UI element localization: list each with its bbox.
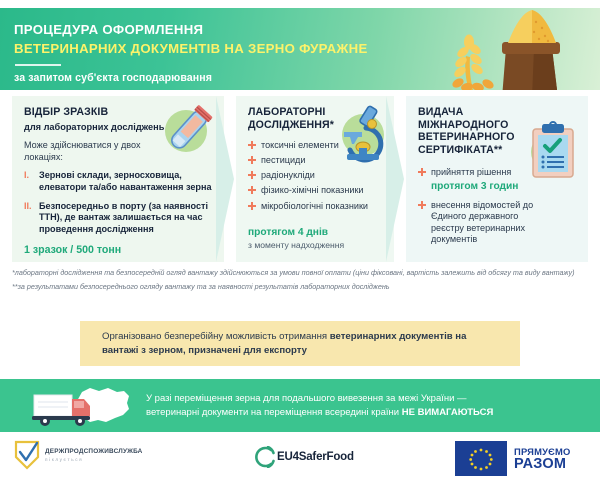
notice-text	[146, 392, 493, 420]
list-item	[248, 155, 384, 167]
list-item-text: радіонукліди	[261, 170, 315, 181]
logo-name: ДЕРЖПРОДСПОЖИВСЛУЖБА	[45, 448, 143, 456]
list-item	[24, 201, 214, 236]
test-tube-icon	[158, 104, 218, 158]
logo-text-block	[45, 448, 142, 462]
list-item	[248, 201, 384, 213]
title-divider	[15, 64, 61, 66]
column-intro: Може здійснюватися у двох локаціях:	[24, 139, 141, 162]
list-item-text: фізико-хімічні показники	[261, 185, 364, 196]
list-item	[24, 170, 214, 193]
plus-bullet-icon	[248, 156, 256, 164]
lab-term-subtitle: з моменту надходження	[248, 240, 345, 250]
footer-logos	[0, 432, 600, 487]
notice-line-1: У разі переміщення зерна для подальшого вивезення за межі України —	[146, 392, 467, 404]
logo-tagline: піклується	[45, 456, 84, 462]
notice-line-2-normal: ветеринарні документи на переміщення всередині країни	[146, 406, 402, 418]
column-heading: ЛАБОРАТОРНІ ДОСЛІДЖЕННЯ*	[248, 106, 334, 131]
eu-logo-line1: ПРЯМУЄМО	[514, 445, 571, 457]
logo-derzhprodspozhyvsluzhba	[14, 440, 142, 470]
eu-logo-line2: РАЗОМ	[514, 455, 567, 472]
sampling-location-list	[24, 170, 214, 235]
page-subtitle: за запитом суб'єкта господарювання	[14, 72, 213, 84]
list-item-text: мікробіологічні показники	[261, 200, 369, 211]
notice-strip	[0, 379, 600, 432]
truck-ukraine-map-icon	[30, 383, 136, 429]
list-numeral: II.	[24, 200, 32, 211]
callout-text	[102, 330, 498, 357]
decision-term: протягом 3 годин	[431, 180, 519, 192]
lab-parameters-list	[248, 140, 384, 212]
notice-line-2-bold: НЕ ВИМАГАЮТЬСЯ	[401, 406, 494, 418]
list-item-text: внесення відомостей до Єдиного державного реєстру ветеринарних документів	[431, 199, 534, 245]
column-lab-research	[236, 96, 394, 262]
sampling-ratio-highlight: 1 зразок / 500 тонн	[24, 244, 122, 257]
callout-banner	[80, 321, 520, 366]
list-item	[248, 170, 384, 182]
process-columns	[0, 96, 600, 262]
plus-bullet-icon	[248, 202, 256, 210]
logo-eu-together	[455, 441, 571, 476]
plus-bullet-icon	[248, 186, 256, 194]
eu-flag-icon	[455, 441, 507, 476]
logo-name: EU4SaferFood	[277, 451, 354, 463]
eu4saferfood-arc-icon	[255, 446, 275, 468]
column-sampling	[12, 96, 224, 262]
eu-logo-text	[514, 446, 571, 472]
logo-eu4saferfood	[255, 446, 354, 468]
page-title-line1: ПРОЦЕДУРА ОФОРМЛЕННЯ	[14, 22, 204, 37]
list-item-text: Безпосередньо в порту (за наявності ТТН), де вантаж залишається на час проведення дослідження	[39, 200, 208, 234]
callout-text-bold: ветеринарних документів на вантажі з зерном, призначені для експорту	[102, 331, 467, 356]
list-numeral: I.	[24, 170, 30, 181]
list-item	[418, 200, 546, 246]
lab-term-title: протягом 4 днів	[248, 227, 329, 238]
column-subheading: для лабораторних досліджень	[24, 121, 165, 132]
list-item-text: пестициди	[261, 155, 306, 166]
footnote-2: **за результатами безпосереднього огляду вантажу та за наявності результатів лабораторних досліджень	[12, 282, 390, 291]
header-banner	[0, 8, 600, 90]
column-heading: ВІДБІР ЗРАЗКІВ	[24, 106, 109, 118]
notice-line-2	[146, 406, 493, 420]
footnotes-block	[12, 268, 588, 296]
column-certificate	[406, 96, 588, 262]
lab-term-block	[248, 227, 344, 250]
plus-bullet-icon	[248, 141, 256, 149]
plus-bullet-icon	[418, 168, 426, 176]
page-title-line2: ВЕТЕРИНАРНИХ ДОКУМЕНТІВ НА ЗЕРНО ФУРАЖНЕ	[14, 41, 368, 56]
list-item-text: токсичні елементи	[261, 140, 339, 151]
list-item-text: Зернові склади, зерносховища, елеватори та/або навантаження зерна	[39, 170, 212, 192]
callout-text-normal: Організовано безперебійну можливість отримання	[102, 331, 330, 342]
footnote-1: *лабораторні дослідження та безпосередній огляд вантажу здійснюються за умови повної оплати (ціни фіксовані, вартість залежить від обсягу та виду вантажу)	[12, 268, 575, 277]
grain-sack-icon	[436, 8, 586, 90]
list-item-text: прийняття рішення	[431, 167, 512, 178]
column-heading: ВИДАЧА МІЖНАРОДНОГО ВЕТЕРИНАРНОГО СЕРТИФІКАТА**	[418, 106, 515, 156]
plus-bullet-icon	[248, 171, 256, 179]
plus-bullet-icon	[418, 201, 426, 209]
shield-check-icon	[14, 440, 40, 470]
list-item	[248, 185, 384, 197]
list-item	[418, 167, 536, 192]
list-item	[248, 140, 384, 152]
header-text-block	[14, 21, 444, 84]
